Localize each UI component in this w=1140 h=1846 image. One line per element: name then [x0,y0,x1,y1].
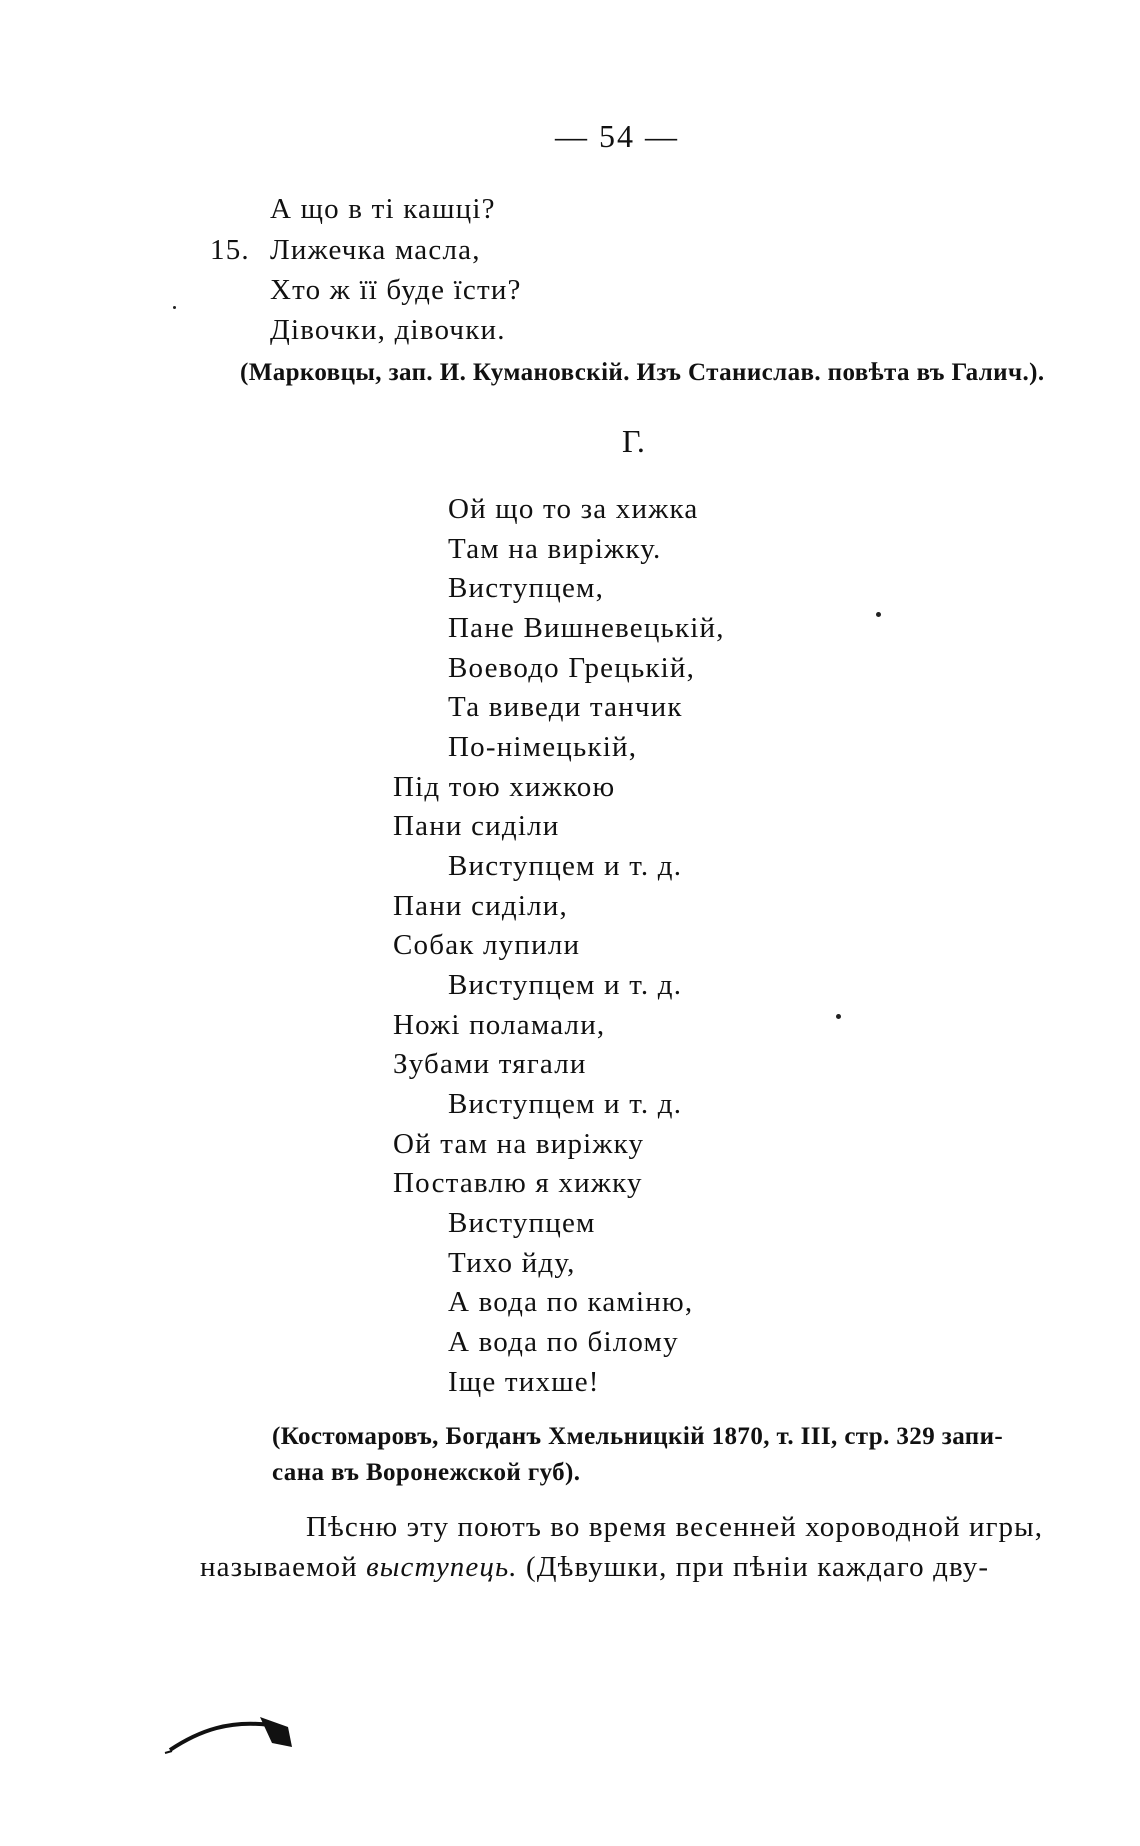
verse-line: Виступцем [448,1207,596,1239]
verse-line [270,195,496,224]
prose-line: Пѣсню эту поютъ во время весенней хороводной игры, [306,1511,1044,1543]
verse-line: Тихо йду, [448,1247,576,1279]
verse-line: Пани сиділи, [393,890,568,922]
verse-line [270,276,522,305]
prose-text: называемой [200,1551,367,1583]
verse-line: Виступцем и т. д. [448,1088,683,1120]
page-number: — 54 — [555,118,679,154]
verse-line: Зубами тягали [393,1048,587,1080]
ink-speck [836,1014,841,1019]
source-note: сана въ Воронежской губ). [272,1459,581,1486]
verse-text: Хто ж її буде їсти? [270,274,522,306]
prose-line [200,1553,989,1582]
verse-line [210,236,250,265]
section-heading: Г. [622,423,645,459]
verse-line: Іще тихше! [448,1366,600,1398]
verse-line: По-німецькій, [448,731,638,763]
verse-line: А вода по каміню, [448,1286,694,1318]
verse-line: Пани сиділи [393,810,560,842]
verse-line: Ой що то за хижка [448,493,699,525]
verse-line: Виступцем и т. д. [448,850,683,882]
ink-speck [876,612,881,617]
verse-line: Собак лупили [393,929,581,961]
verse-line: Ножі поламали, [393,1009,606,1041]
verse-text: А що в ті кашці? [270,193,496,225]
source-note: (Костомаровъ, Богданъ Хмельницкій 1870, т. III, стр. 329 запи- [272,1423,1004,1450]
verse-line: Виступцем, [448,572,605,604]
verse-line: Ой там на виріжку [393,1128,645,1160]
source-note: (Марковцы, зап. И. Кумановскій. Изъ Станислав. повѣта въ Галич.). [240,359,1045,386]
verse-text: Лижечка масла, [270,234,481,266]
verse-line [270,236,481,265]
verse-line: А вода по білому [448,1326,679,1358]
verse-line [270,316,506,345]
verse-line: Воеводо Грецькій, [448,652,696,684]
verse-line: Під тою хижкою [393,771,616,803]
verse-number: 15. [210,234,250,266]
verse-line: Виступцем и т. д. [448,969,683,1001]
ink-speck [173,306,176,309]
verse-line: Поставлю я хижку [393,1167,643,1199]
verse-line: Та виведи танчик [448,691,683,723]
prose-text: (Дѣвушки, при пѣніи каждаго дву- [517,1551,990,1583]
verse-line: Там на виріжку. [448,533,662,565]
verse-text: Дівочки, дівочки. [270,314,506,346]
verse-line: Пане Вишневецькій, [448,612,725,644]
ink-smudge [160,1695,300,1775]
prose-italic-term: выступець. [366,1551,518,1583]
